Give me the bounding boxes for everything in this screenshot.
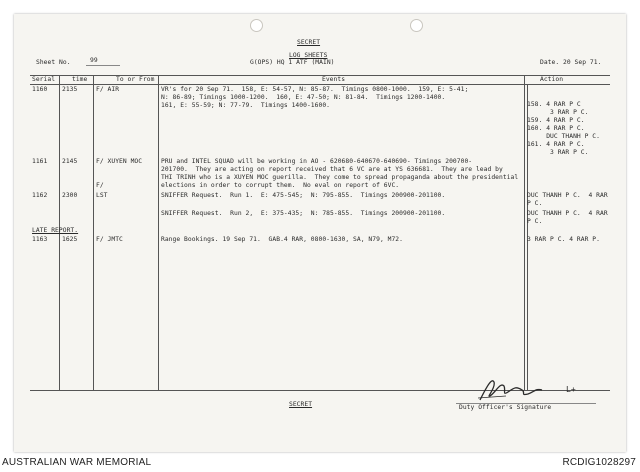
- col-from: To or From: [116, 76, 155, 83]
- signature-caption: Duty Officer's Signature: [459, 404, 552, 411]
- sheet-underline: [86, 65, 120, 66]
- row-event-line: SNIFFER Request. Run 2, E: 375-435; N: 785-855. Timings 200900-201100.: [161, 210, 446, 217]
- col-events: Events: [322, 76, 346, 83]
- row-serial: 1161: [32, 158, 48, 165]
- row-from: F/ AIR: [96, 86, 120, 93]
- row-serial: 1160: [32, 86, 48, 93]
- row-action-line: 3 RAR P C. 4 RAR P.: [527, 236, 600, 243]
- date-value: 20 Sep 71.: [563, 59, 602, 66]
- row-from: F/ JMTC: [96, 236, 123, 243]
- row-from: LST: [96, 192, 108, 199]
- col-serial: Serial: [32, 76, 56, 83]
- row-action-line: P C.: [527, 200, 543, 207]
- row-action-line: 3 RAR P C.: [527, 109, 589, 116]
- row-time: 2135: [62, 86, 78, 93]
- header-rule-bottom: [30, 84, 610, 85]
- classification-top: SECRET: [297, 39, 321, 46]
- col-divider: [93, 75, 94, 390]
- row-action-line: 3 RAR P C.: [527, 149, 589, 156]
- row-serial: 1162: [32, 192, 48, 199]
- late-report-label: LATE REPORT.: [32, 227, 79, 234]
- row-time: 1625: [62, 236, 78, 243]
- row-action-line: 160. 4 RAR P C.: [527, 125, 585, 132]
- col-divider: [158, 75, 159, 390]
- row-serial: 1163: [32, 236, 48, 243]
- row-event-line: PRU and INTEL SQUAD will be working in AO - 620680-640670-640690- Timings 200700-: [161, 158, 473, 165]
- col-time: time: [72, 76, 88, 83]
- archive-name: AUSTRALIAN WAR MEMORIAL: [2, 457, 152, 468]
- signature-initials: L+: [566, 385, 576, 394]
- row-action-line: DUC THANH P C.: [527, 133, 600, 140]
- classification-bottom: SECRET: [289, 401, 313, 408]
- row-action-line: 158. 4 RAR P C: [527, 101, 581, 108]
- row-event-line: SNIFFER Request. Run 1. E: 475-545; N: 795-855. Timings 200900-201100.: [161, 192, 446, 199]
- sheet-number: 99: [90, 57, 98, 64]
- row-action-line: 161. 4 RAR P C.: [527, 141, 585, 148]
- punch-hole: [250, 19, 263, 32]
- row-event-line: Range Bookings. 19 Sep 71. GAB.4 RAR, 0800-1630, SA, N79, M72.: [161, 236, 403, 243]
- row-event-line: elections in order to corrupt them. No eval on report of 6VC.: [161, 182, 400, 189]
- signature-image: [476, 374, 546, 404]
- row-from: F/: [96, 182, 104, 189]
- punch-hole: [410, 19, 423, 32]
- row-action-line: DUC THANH P C. 4 RAR: [527, 210, 608, 217]
- document-title: LOG SHEETS: [289, 52, 328, 59]
- row-time: 2145: [62, 158, 78, 165]
- row-event-line: VR's for 20 Sep 71. 158, E: 54-57, N: 85-87. Timings 0800-1000. 159, E: 5-41;: [161, 86, 469, 93]
- row-event-line: 161, E: 55-59; N: 77-79. Timings 1400-1600.: [161, 102, 331, 109]
- sheet-label: Sheet No.: [36, 59, 71, 66]
- col-divider: [524, 75, 525, 390]
- row-event-line: N: 86-89; Timings 1000-1200. 160, E: 47-50; N: 81-84. Timings 1200-1400.: [161, 94, 446, 101]
- row-from: F/ XUYEN MOC: [96, 158, 143, 165]
- row-event-line: THI TRINH who is a XUYEN MOC guerilla. They come to spread propaganda about the presidential: [161, 174, 519, 181]
- date-label: Date.: [540, 59, 560, 66]
- archive-reference: RCDIG1028297: [562, 457, 636, 468]
- row-action-line: 159. 4 RAR P C.: [527, 117, 585, 124]
- row-event-line: 201700. They are acting on report received that 6 VC are at YS 636681. They are lead by: [161, 166, 503, 173]
- row-time: 2300: [62, 192, 78, 199]
- col-action: Action: [540, 76, 564, 83]
- row-action-line: DUC THANH P C. 4 RAR: [527, 192, 608, 199]
- row-action-line: P C.: [527, 218, 543, 225]
- unit-name: G(OPS) HQ 1 ATF (MAIN): [250, 59, 335, 66]
- header-rule-top: [30, 75, 610, 76]
